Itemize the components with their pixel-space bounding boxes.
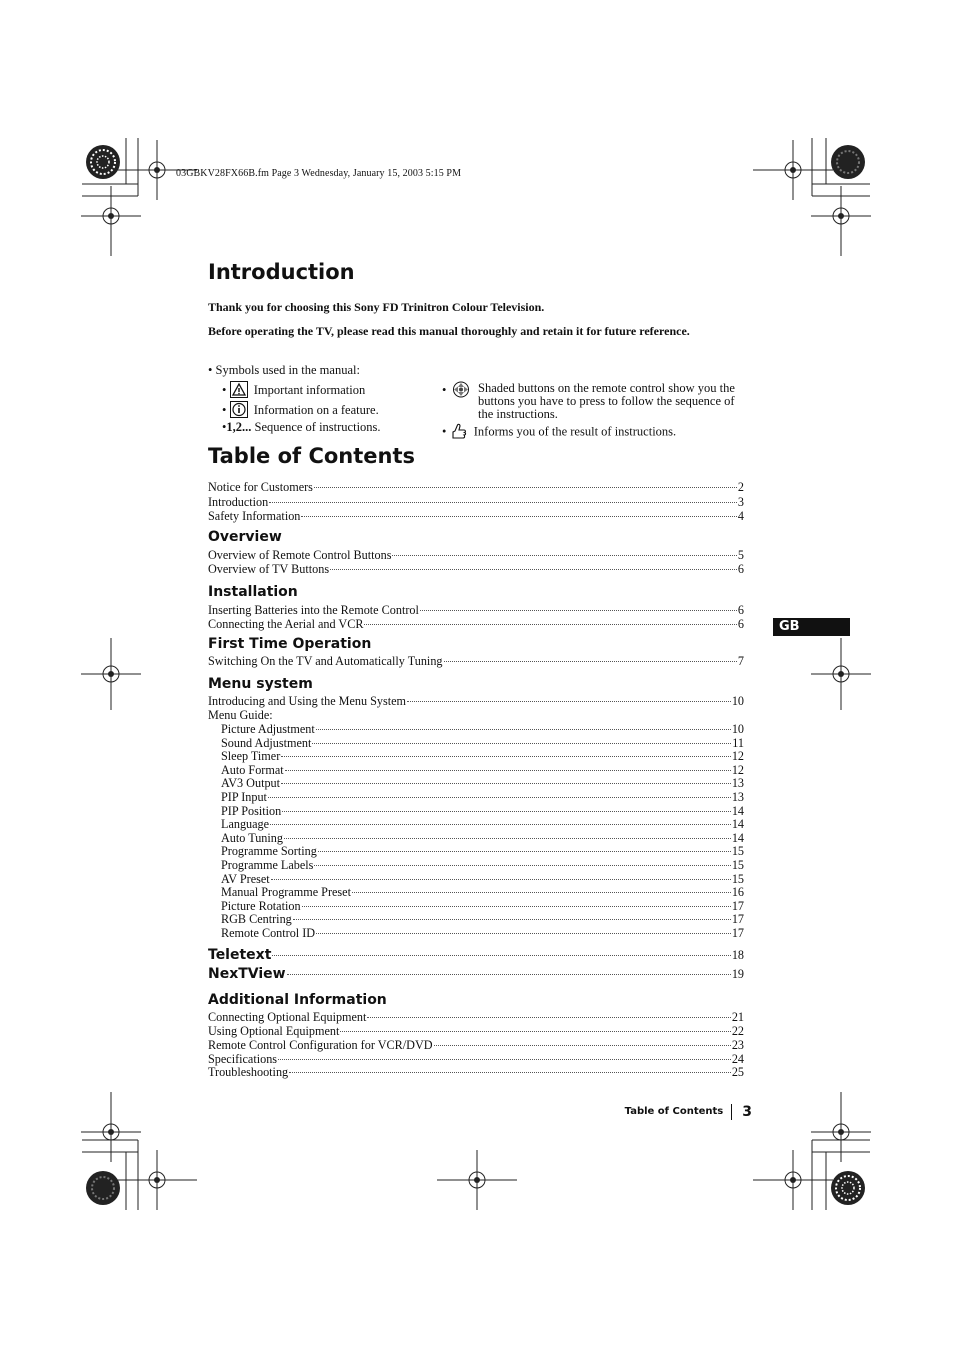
section-heading: Additional Information xyxy=(208,992,387,1008)
toc-entry[interactable]: Switching On the TV and Automatically Tuning 7 xyxy=(208,654,744,668)
section-heading: Installation xyxy=(208,584,298,600)
symbol-item: • Important information xyxy=(222,381,365,401)
toc-entry[interactable]: AV Preset 15 xyxy=(221,871,744,886)
info-icon xyxy=(230,401,248,421)
section-heading: Menu system xyxy=(208,676,313,692)
toc-entry[interactable]: Auto Format 12 xyxy=(221,762,744,777)
toc-title: Table of Contents xyxy=(208,444,416,468)
toc-entry[interactable]: Language 14 xyxy=(221,817,744,832)
thanks-text: Thank you for choosing this Sony FD Trinitron Colour Television. xyxy=(208,300,545,314)
symbol-item: • xyxy=(442,381,472,401)
symbol-item: •1,2... Sequence of instructions. xyxy=(222,420,381,434)
toc-entry[interactable]: Picture Adjustment 10 xyxy=(221,722,744,736)
symbol-item: • Informs you of the result of instructions. xyxy=(442,423,676,442)
file-info: 03GBKV28FX66B.fm Page 3 Wednesday, January 15, 2003 5:15 PM xyxy=(176,168,462,179)
language-tab: GB xyxy=(773,618,850,636)
footer-title: Table of Contents xyxy=(625,1104,733,1120)
page-number: 3 xyxy=(742,1104,752,1120)
toc-entry[interactable]: Troubleshooting 25 xyxy=(208,1065,744,1079)
toc-entry[interactable]: Remote Control ID 17 xyxy=(221,926,744,940)
toc-entry[interactable]: Programme Labels 15 xyxy=(221,858,744,872)
section-heading: Overview xyxy=(208,529,282,545)
toc-entry[interactable]: Connecting the Aerial and VCR 6 xyxy=(208,617,744,631)
toc-entry[interactable]: PIP Position 14 xyxy=(221,803,744,818)
shaded-button-icon xyxy=(450,381,472,401)
toc-entry[interactable]: Inserting Batteries into the Remote Control 6 xyxy=(208,603,744,617)
before-text: Before operating the TV, please read this manual thoroughly and retain it for future reference. xyxy=(208,324,690,338)
toc-entry[interactable]: Picture Rotation 17 xyxy=(221,898,744,913)
toc-entry[interactable]: Notice for Customers 2 xyxy=(208,480,744,494)
toc-entry[interactable]: Specifications 24 xyxy=(208,1051,744,1066)
toc-entry[interactable]: Programme Sorting 15 xyxy=(221,844,744,859)
toc-entry[interactable]: Using Optional Equipment 22 xyxy=(208,1024,744,1038)
toc-entry[interactable]: Connecting Optional Equipment 21 xyxy=(208,1010,744,1024)
page-footer xyxy=(600,1104,752,1120)
toc-entry[interactable]: Teletext 18 xyxy=(208,947,744,963)
toc-entry[interactable]: Manual Programme Preset 16 xyxy=(221,885,744,900)
toc-entry[interactable]: Overview of TV Buttons 6 xyxy=(208,562,744,576)
symbol-item-text: Shaded buttons on the remote control show you the buttons you have to press to follow the sequence of the instructions. xyxy=(478,381,735,421)
toc-entry[interactable]: NexTView 19 xyxy=(208,966,744,982)
toc-entry[interactable]: AV3 Output 13 xyxy=(221,776,744,791)
toc-entry[interactable]: Overview of Remote Control Buttons 5 xyxy=(208,548,744,562)
toc-entry[interactable]: Sound Adjustment 11 xyxy=(221,735,744,750)
page-title: Introduction xyxy=(208,260,355,284)
toc-entry[interactable]: RGB Centring 17 xyxy=(221,912,744,927)
toc-entry[interactable]: Introduction 3 xyxy=(208,495,744,509)
toc-entry[interactable]: PIP Input 13 xyxy=(221,790,744,804)
hand-icon xyxy=(450,423,468,442)
section-heading: First Time Operation xyxy=(208,636,372,652)
toc-entry[interactable]: Auto Tuning 14 xyxy=(221,830,744,845)
menu-guide-label: Menu Guide: xyxy=(208,708,273,722)
toc-entry[interactable]: Remote Control Configuration for VCR/DVD 23 xyxy=(208,1038,744,1052)
toc-entry[interactable]: Introducing and Using the Menu System 10 xyxy=(208,694,744,708)
symbols-label: • Symbols used in the manual: xyxy=(208,363,360,377)
symbol-item: • Information on a feature. xyxy=(222,401,379,421)
warning-icon xyxy=(230,381,248,401)
toc-entry[interactable]: Sleep Timer 12 xyxy=(221,749,744,764)
toc-entry[interactable]: Safety Information 4 xyxy=(208,509,744,523)
